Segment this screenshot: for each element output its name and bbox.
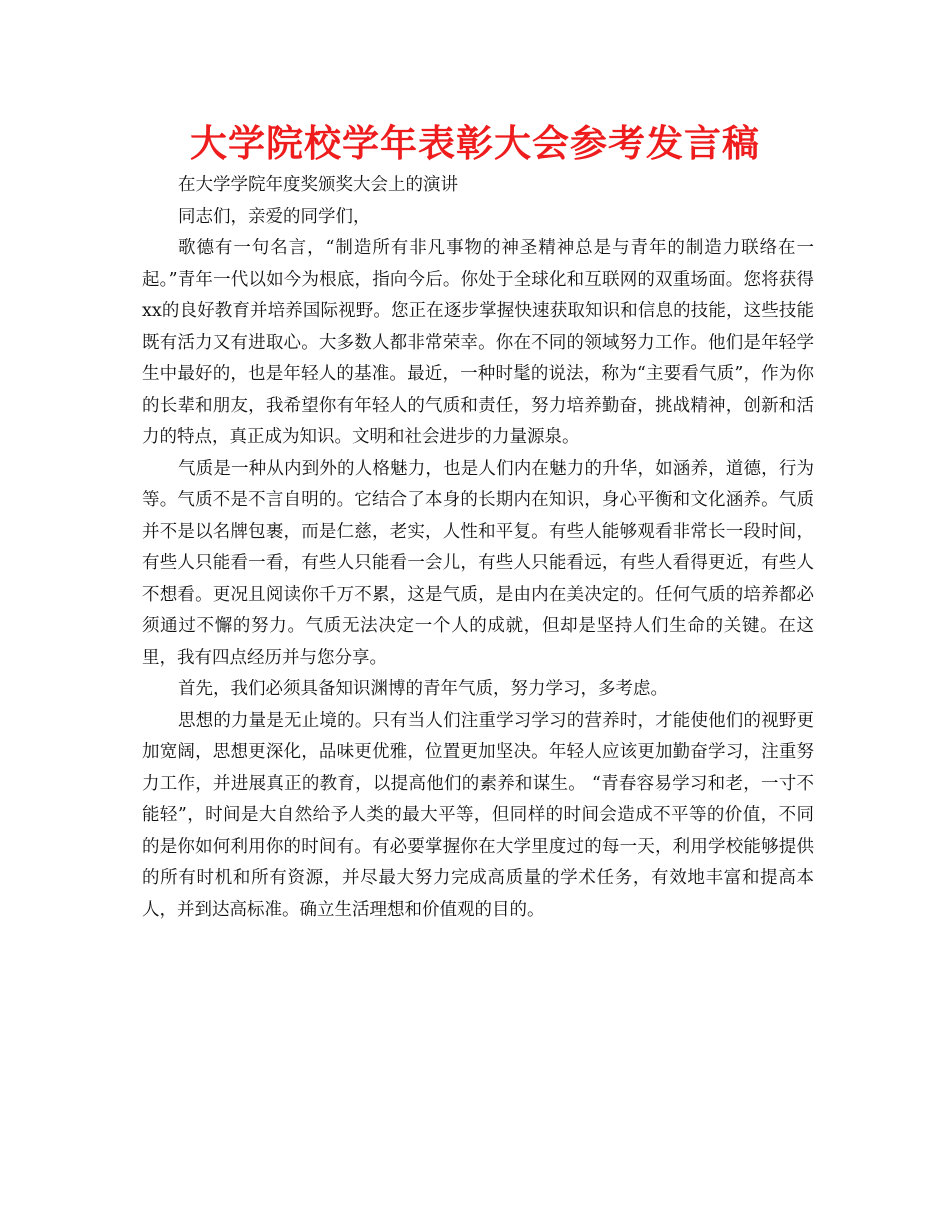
paragraph-salutation: 同志们，亲爱的同学们， <box>178 206 371 227</box>
paragraph-temperament: 气质是一种从内到外的人格魅力，也是人们内在魅力的升华，如涵养，道德，行为等。气质不是不言自明的。它结合了本身的长期内在知识，身心平衡和文化涵养。气质并不是以名牌包裹，而是仁慈，老实，人性和平复。有些人能够观看非常长一段时间，有些人只能看一看，有些人只能看一会儿，有些人只能看远，有些人看得更近，有些人不想看。更况且阅读你千万不累，这是气质，是由内在美决定的。任何气质的培养都必须通过不懈的努力。气质无法决定一个人的成就，但却是坚持人们生命的关键。在这里，我有四点经历并与您分享。 <box>142 458 814 668</box>
paragraph-goethe-quote: 歌德有一句名言，“制造所有非凡事物的神圣精神总是与青年的制造力联络在一起。”青年一代以如今为根底，指向今后。你处于全球化和互联网的双重场面。您将获得xx的良好教育并培养国际视野。您正在逐步掌握快速获取知识和信息的技能，这些技能既有活力又有进取心。大多数人都非常荣幸。你在不同的领域努力工作。他们是年轻学生中最好的，也是年轻人的基准。最近，一种时髦的说法，称为“主要看气质”，作为你的长辈和朋友，我希望你有年轻人的气质和责任，努力培养勤奋，挑战精神，创新和活力的特点，真正成为知识。文明和社会进步的力量源泉。 <box>142 238 814 447</box>
paragraph-first-point: 首先，我们必须具备知识渊博的青年气质，努力学习，多考虑。 <box>178 679 668 699</box>
paragraph-power-of-thought: 思想的力量是无止境的。只有当人们注重学习学习的营养时，才能使他们的视野更加宽阔，思想更深化，品味更优雅，位置更加坚决。年轻人应该更加勤奋学习，注重努力工作，并进展真正的教育，以提高他们的素养和谋生。 “青春容易学习和老，一寸不能轻”，时间是大自然给予人类的最大平等，但同样的时间会造成不平等的价值，不同的是你如何利用你的时间有。有必要掌握你在大学里度过的每一天，利用学校能够提供的所有时机和所有资源，并尽最大努力完成高质量的学术任务，有效地丰富和提高本人，并到达高标准。确立生活理想和价值观的目的。 <box>142 710 814 920</box>
paragraph-speech-occasion: 在大学学院年度奖颁奖大会上的演讲 <box>178 175 458 195</box>
document-title: 大学院校学年表彰大会参考发言稿 <box>190 122 760 165</box>
document-body <box>142 170 814 926</box>
